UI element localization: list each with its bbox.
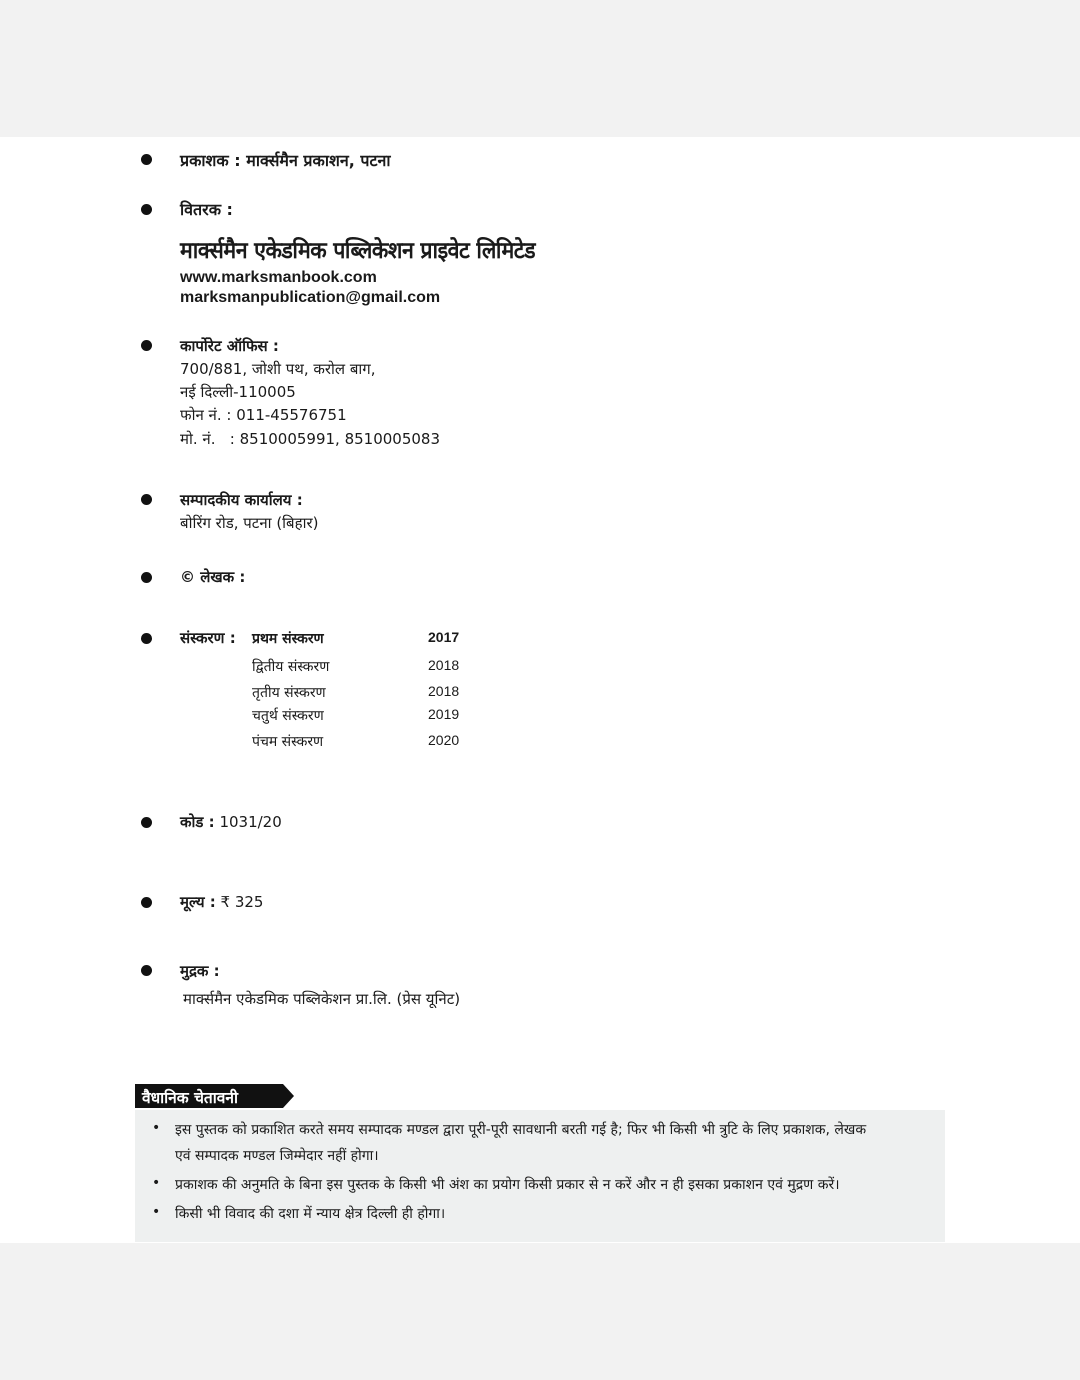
bullet-editorial xyxy=(141,494,152,505)
edition-name-1: प्रथम संस्करण xyxy=(252,631,324,647)
warning-box xyxy=(135,1110,945,1242)
bullet-publisher xyxy=(141,154,152,165)
edition-year-1: 2017 xyxy=(428,629,460,645)
warning-bullet-2: • xyxy=(152,1175,161,1191)
bullet-code xyxy=(141,817,152,828)
distributor-company: मार्क्समैन एकेडमिक पब्लिकेशन प्राइवेट लिमिटेड xyxy=(180,238,536,264)
code-label: कोड : xyxy=(180,813,215,831)
edition-name-3: तृतीय संस्करण xyxy=(252,685,326,701)
distributor-email[interactable]: marksmanpublication@gmail.com xyxy=(180,289,441,306)
edition-year-4: 2019 xyxy=(428,706,460,722)
warning-item-1: इस पुस्तक को प्रकाशित करते समय सम्पादक मण्डल द्वारा पूरी-पूरी सावधानी बरती गई है; फिर भी किसी भी त्रुटि के लिए प्रकाशक, लेखक xyxy=(175,1122,867,1138)
bullet-editions xyxy=(141,633,152,644)
bullet-price xyxy=(141,897,152,908)
edition-name-4: चतुर्थ संस्करण xyxy=(252,708,324,724)
price-line xyxy=(180,892,263,912)
price-label: मूल्य : xyxy=(180,893,216,911)
publisher-line xyxy=(180,149,391,171)
author-label: © लेखक : xyxy=(180,568,246,586)
warning-item-1-cont: एवं सम्पादक मण्डल जिम्मेदार नहीं होगा। xyxy=(175,1148,379,1164)
edition-name-2: द्वितीय संस्करण xyxy=(252,659,330,675)
corporate-label: कार्पोरेट ऑफिस : xyxy=(180,337,279,355)
bullet-distributor xyxy=(141,204,152,215)
edition-year-3: 2018 xyxy=(428,683,460,699)
warning-item-2: प्रकाशक की अनुमति के बिना इस पुस्तक के किसी भी अंश का प्रयोग किसी प्रकार से न करें और न ही इसका प्रकाशन एवं मुद्रण करें। xyxy=(175,1177,840,1193)
editorial-address: बोरिंग रोड, पटना (बिहार) xyxy=(180,514,319,532)
warning-bullet-1: • xyxy=(152,1120,161,1136)
price-value: ₹ 325 xyxy=(220,893,264,911)
distributor-label: वितरक : xyxy=(180,200,233,219)
editorial-label: सम्पादकीय कार्यालय : xyxy=(180,491,303,509)
corporate-phone: फोन नं. : 011-45576751 xyxy=(180,406,347,424)
bullet-printer xyxy=(141,965,152,976)
code-value: 1031/20 xyxy=(219,813,282,831)
code-line xyxy=(180,812,282,832)
warning-title: वैधानिक चेतावनी xyxy=(142,1089,239,1107)
editions-label: संस्करण : xyxy=(180,629,236,647)
distributor-website[interactable]: www.marksmanbook.com xyxy=(180,269,377,286)
publisher-value: मार्क्समैन प्रकाशन, पटना xyxy=(246,151,391,170)
warning-item-3: किसी भी विवाद की दशा में न्याय क्षेत्र दिल्ली ही होगा। xyxy=(175,1206,446,1222)
edition-year-5: 2020 xyxy=(428,732,460,748)
printer-value: मार्क्समैन एकेडमिक पब्लिकेशन प्रा.लि. (प्रेस यूनिट) xyxy=(183,990,461,1008)
corporate-address-2: नई दिल्ली-110005 xyxy=(180,383,296,401)
bullet-corporate xyxy=(141,340,152,351)
corporate-mobile: मो. नं. : 8510005991, 8510005083 xyxy=(180,430,441,448)
corporate-address-1: 700/881, जोशी पथ, करोल बाग, xyxy=(180,360,376,378)
edition-name-5: पंचम संस्करण xyxy=(252,734,324,750)
warning-bullet-3: • xyxy=(152,1204,161,1220)
page xyxy=(0,137,1080,1243)
warning-title-tab xyxy=(135,1084,283,1108)
publisher-label: प्रकाशक : xyxy=(180,151,241,170)
bullet-author xyxy=(141,572,152,583)
printer-label: मुद्रक : xyxy=(180,962,220,980)
edition-year-2: 2018 xyxy=(428,657,460,673)
